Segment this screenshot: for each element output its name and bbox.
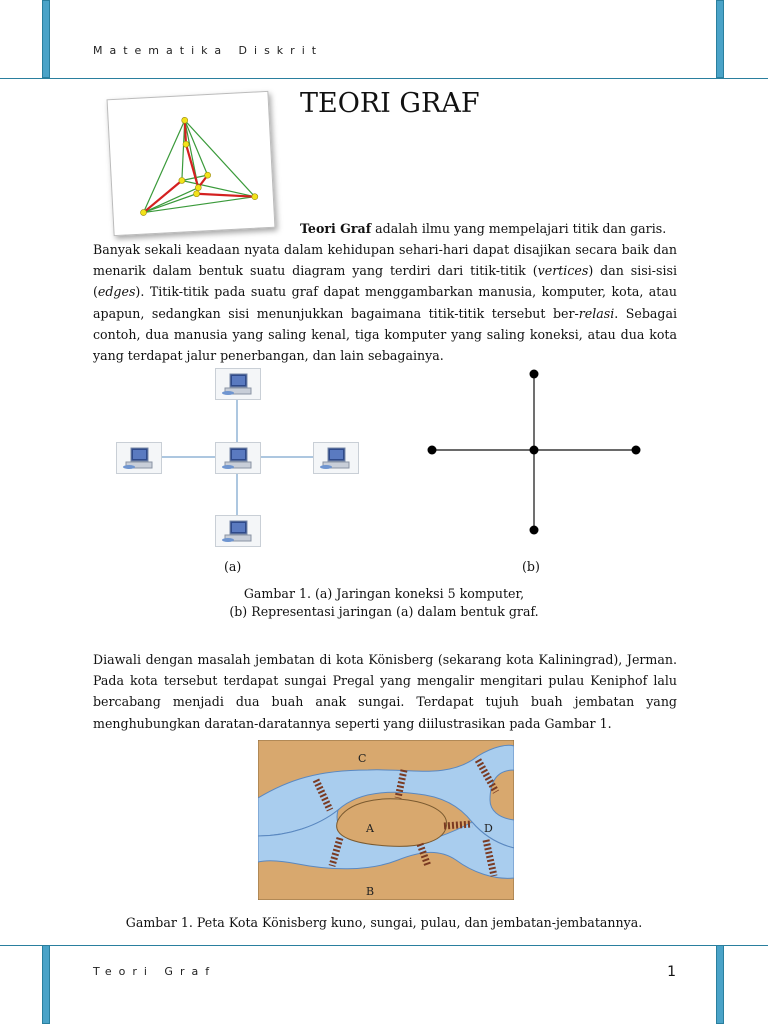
footer-tab-right bbox=[716, 945, 724, 1024]
intro-term: Teori Graf bbox=[300, 221, 372, 236]
computer-icon bbox=[314, 443, 358, 473]
intro-first-line-text: adalah ilmu yang mempelajari titik dan garis. bbox=[371, 221, 667, 236]
computer-icon bbox=[117, 443, 161, 473]
figure1-caption-line2: (b) Representasi jaringan (a) dalam bentuk graf. bbox=[229, 604, 539, 619]
page-number: 1 bbox=[667, 964, 676, 980]
figure-label-a: (a) bbox=[224, 559, 242, 574]
computer-center bbox=[215, 442, 261, 474]
computer-top bbox=[215, 368, 261, 400]
graph-vertex-center bbox=[530, 446, 539, 455]
term-vertices: vertices bbox=[537, 263, 589, 279]
konigsberg-map bbox=[258, 740, 514, 900]
footer-tab-left bbox=[42, 945, 50, 1024]
computer-icon bbox=[216, 516, 260, 546]
intro-text-b: ) dan sisi-sisi ( bbox=[93, 263, 678, 300]
computer-icon bbox=[216, 369, 260, 399]
computer-right bbox=[313, 442, 359, 474]
map-label-b: B bbox=[366, 885, 375, 898]
map-label-c: C bbox=[358, 752, 367, 765]
term-relasi: relasi bbox=[578, 305, 615, 321]
figure2-caption: Gambar 1. Peta Kota Könisberg kuno, sungai, pulau, dan jembatan-jembatannya. bbox=[125, 915, 643, 930]
header-running-title: Matematika Diskrit bbox=[93, 44, 324, 57]
map-label-d: D bbox=[484, 822, 493, 835]
star-graph bbox=[420, 365, 650, 540]
konigsberg-paragraph: Diawali dengan masalah jembatan di kota Könisberg (sekarang kota Kaliningrad), Jerman. Pada kota tersebut terdapat sungai Pregal yang mengalir mengitari pulau Keniphof lalu bercabang menjadi dua buah anak sungai. Terdapat tujuh buah jembatan yang menghubungkan daratan-daratannya seperti yang diilustrasikan pada Gambar 1. bbox=[93, 652, 677, 731]
footer-running-title: Teori Graf bbox=[93, 965, 217, 978]
map-label-a: A bbox=[366, 822, 374, 835]
graph-vertex-left bbox=[428, 446, 437, 455]
term-edges: edges bbox=[97, 284, 136, 300]
graph-vertex-top bbox=[530, 370, 539, 379]
figure-label-b: (b) bbox=[522, 559, 540, 574]
computer-icon bbox=[216, 443, 260, 473]
computer-bottom bbox=[215, 515, 261, 547]
intro-text-c: ). Titik-titik pada suatu graf dapat menggambarkan manusia, komputer, kota, atau apapun, sedangkan sisi menunjukkan bagaimana titik-titik tersebut ber- bbox=[93, 284, 677, 321]
graph-vertex-bottom bbox=[530, 526, 539, 535]
page-title: TEORI GRAF bbox=[300, 88, 480, 119]
figure1-caption-line1: Gambar 1. (a) Jaringan koneksi 5 komputer, bbox=[243, 586, 525, 601]
intro-text-a: Banyak sekali keadaan nyata dalam kehidupan sehari-hari dapat disajikan secara baik dan menarik dalam bentuk suatu diagram yang terdiri dari titik-titik ( bbox=[93, 242, 677, 279]
konigsberg-map-illustration bbox=[258, 740, 514, 900]
computer-left bbox=[116, 442, 162, 474]
graph-vertex-right bbox=[632, 446, 641, 455]
footer-rule bbox=[0, 945, 768, 946]
intro-text-d: . Sebagai contoh, dua manusia yang saling kenal, tiga komputer yang saling koneksi, atau dua kota yang terdapat jalur penerbangan, dan lain sebagainya. bbox=[93, 305, 678, 364]
